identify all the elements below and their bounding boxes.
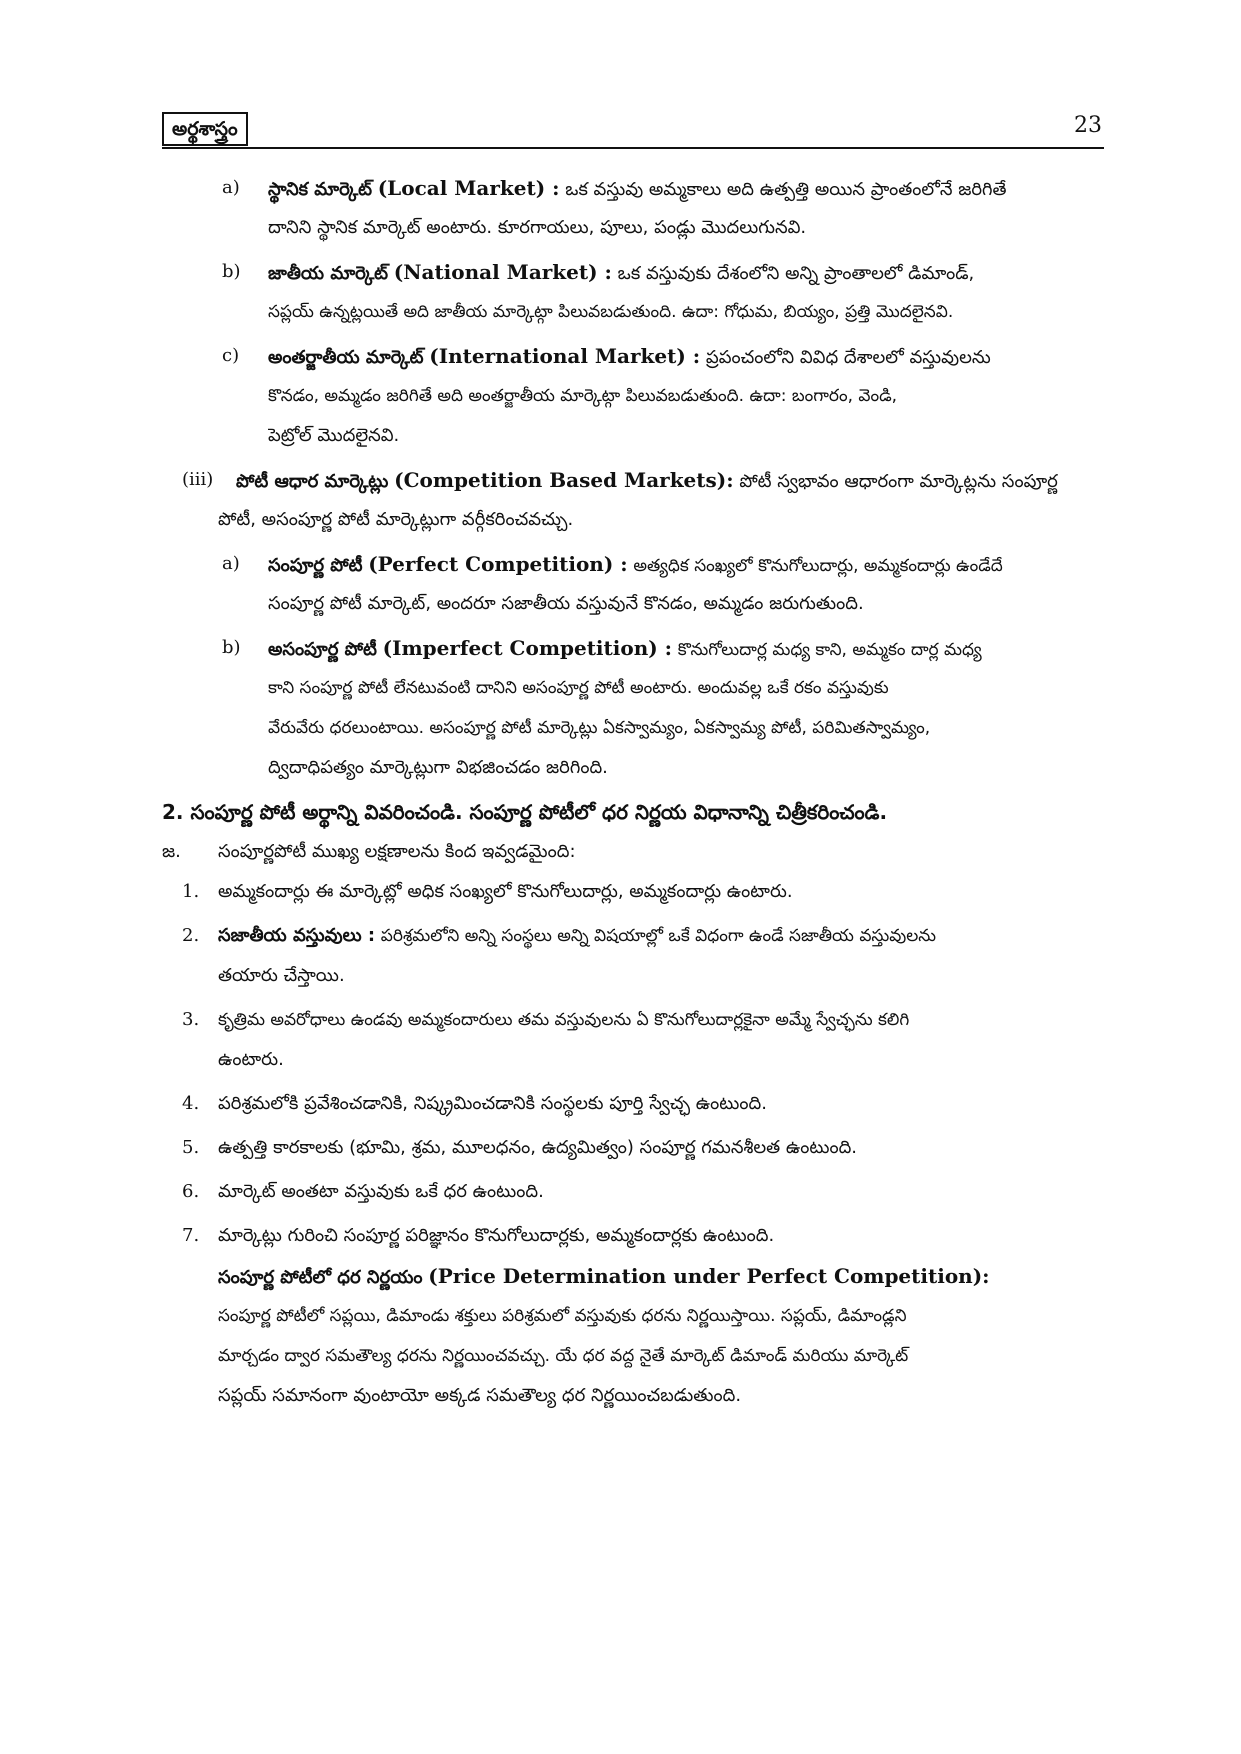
national-market-item [162,252,1104,332]
national-market-text: ఒక వస్తువుకు దేశంలోని అన్ని ప్రాంతాలలో డిమాండ్, [617,263,975,284]
list-item [162,1216,1104,1256]
list-item-number: 5. [182,1137,200,1158]
price-determination-line-3: సప్లయ్ సమానంగా వుంటాయో అక్కడ సమతౌల్య ధర నిర్ణయించబడుతుంది. [218,1385,742,1406]
list-item-number: 7. [182,1225,200,1246]
list-item-text: కృత్రిమ అవరోధాలు ఉండవు అమ్మకందారులు తమ వస్తువులను ఏ కొనుగోలుదార్లకైనా అమ్మే స్వేచ్ఛను కలిగి [218,1010,910,1030]
national-market-line-1 [268,252,1104,292]
list-item-number: 3. [182,1009,200,1030]
perfect-competition-term-en: (Perfect Competition) : [368,552,628,576]
competition-markets-line-2: పోటీ, అసంపూర్ణ పోటీ మార్కెట్లుగా వర్గీకరించవచ్చు. [218,509,574,530]
item-label: b) [222,637,241,658]
answer-label: జ. [162,841,181,862]
perfect-competition-item [162,544,1104,624]
item-label: (iii) [182,469,214,490]
international-market-line-2: కొనడం, అమ్మడం జరిగితే అది అంతర్జాతీయ మార్కెట్గా పిలువబడుతుంది. ఉదా: బంగారం, వెండి, [268,386,898,406]
national-market-term: జాతీయ మార్కెట్ [268,263,388,284]
international-market-term: అంతర్జాతీయ మార్కెట్ [268,347,424,368]
imperfect-competition-text: కొనుగోలుదార్ల మధ్య కాని, అమ్మకం దార్ల మధ్య [677,640,982,660]
national-market-term-en: (National Market) : [393,260,612,284]
imperfect-competition-term-en: (Imperfect Competition) : [382,636,673,660]
question-text: 2. సంపూర్ణ పోటీ అర్థాన్ని వివరించండి. సంపూర్ణ పోటీలో ధర నిర్ణయ విధానాన్ని చిత్రీకరించండి. [162,800,888,824]
list-item [162,916,1104,996]
local-market-term-en: (Local Market) : [377,176,560,200]
international-market-term-en: (International Market) : [429,344,701,368]
imperfect-competition-line-1 [268,628,1104,668]
list-item-number: 2. [182,925,200,946]
list-item [162,1172,1104,1212]
local-market-line-1 [268,168,1104,208]
list-item-text: మార్కెట్లు గురించి సంపూర్ణ పరిజ్ఞానం కొనుగోలుదార్లకు, అమ్మకందార్లకు ఉంటుంది. [218,1225,775,1246]
list-item-text: మార్కెట్ అంతటా వస్తువుకు ఒకే ధర ఉంటుంది. [218,1181,544,1202]
question-heading [162,792,1104,832]
page-number: 23 [1074,113,1102,138]
homogeneous-goods-term: సజాతీయ వస్తువులు : [218,925,376,946]
price-determination-section [162,1256,1104,1416]
price-determination-line-2: మార్చడం ద్వార సమతౌల్య ధరను నిర్ణయించవచ్చు. యే ధర వద్ద నైతే మార్కెట్ డిమాండ్ మరియు మార్కెట్ [218,1346,909,1366]
price-determination-term-en: (Price Determination under Perfect Competition): [428,1264,990,1288]
list-item-text: అమ్మకందార్లు ఈ మార్కెట్లో అధిక సంఖ్యలో కొనుగోలుదార్లు, అమ్మకందార్లు ఉంటారు. [218,881,793,902]
list-item [162,1084,1104,1124]
international-market-text: ప్రపంచంలోని వివిధ దేశాలలో వస్తువులను [705,347,991,368]
price-determination-line-1: సంపూర్ణ పోటీలో సప్లయి, డిమాండు శక్తులు పరిశ్రమలో వస్తువుకు ధరను నిర్ణయిస్తాయి. సప్లయ్, డిమాండ్లని [218,1306,907,1326]
item-label: c) [222,345,240,366]
competition-markets-item [162,460,1104,540]
list-item-text [218,916,1104,956]
competition-markets-term: పోటీ ఆధార మార్కెట్లు [236,471,389,492]
item-label: a) [222,553,240,574]
list-item-text-2: తయారు చేస్తాయి. [218,965,345,986]
local-market-item [162,168,1104,248]
perfect-competition-line-2: సంపూర్ణ పోటీ మార్కెట్, అందరూ సజాతీయ వస్తువునే కొనడం, అమ్మడం జరుగుతుంది. [268,593,864,614]
national-market-line-2: సప్లయ్ ఉన్నట్లయితే అది జాతీయ మార్కెట్గా పిలువబడుతుంది. ఉదా: గోధుమ, బియ్యం, ప్రత్తి మొదలైనవి. [268,302,954,322]
answer-intro [162,832,1104,872]
price-determination-heading [218,1256,1104,1296]
page-content [162,168,1104,1416]
list-item-text-2: ఉంటారు. [218,1049,284,1070]
imperfect-competition-line-3: వేరువేరు ధరలుంటాయి. అసంపూర్ణ పోటీ మార్కెట్లు ఏకస్వామ్యం, ఏకస్వామ్య పోటీ, పరిమితస్వామ్యం, [268,718,931,738]
list-item [162,1000,1104,1080]
page-header [162,112,1104,148]
imperfect-competition-item [162,628,1104,788]
list-item-number: 6. [182,1181,200,1202]
perfect-competition-line-1 [268,544,1104,584]
price-determination-term: సంపూర్ణ పోటీలో ధర నిర్ణయం [218,1267,423,1288]
subject-label: అర్థశాస్త్రం [162,112,248,146]
list-item [162,1128,1104,1168]
international-market-item [162,336,1104,456]
competition-markets-text: పోటీ స్వభావం ఆధారంగా మార్కెట్లను సంపూర్ణ [739,471,1058,492]
imperfect-competition-term: అసంపూర్ణ పోటీ [268,639,377,660]
list-item-number: 1. [182,881,200,902]
international-market-line-3: పెట్రోల్ మొదలైనవి. [268,425,400,446]
competition-markets-line-1 [218,460,1104,500]
list-item [162,872,1104,912]
international-market-line-1 [268,336,1104,376]
perfect-competition-text: అత్యధిక సంఖ్యలో కొనుగోలుదార్లు, అమ్మకందార్లు ఉండేదే [633,556,1003,576]
header-rule [162,147,1104,149]
list-item-text: పరిశ్రమలోకి ప్రవేశించడానికి, నిష్క్రమించడానికి సంస్థలకు పూర్తి స్వేచ్ఛ ఉంటుంది. [218,1093,767,1114]
answer-intro-text: సంపూర్ణపోటీ ముఖ్య లక్షణాలను కింద ఇవ్వడమైంది: [218,841,576,862]
list-item-text: ఉత్పత్తి కారకాలకు (భూమి, శ్రమ, మూలధనం, ఉద్యమిత్వం) సంపూర్ణ గమనశీలత ఉంటుంది. [218,1137,858,1158]
list-item-number: 4. [182,1093,200,1114]
local-market-line-2: దానిని స్థానిక మార్కెట్ అంటారు. కూరగాయలు, పూలు, పండ్లు మొదలుగునవి. [268,217,807,238]
item-label: a) [222,177,240,198]
homogeneous-goods-text: పరిశ్రమలోని అన్ని సంస్థలు అన్ని విషయాల్లో ఒకే విధంగా ఉండే సజాతీయ వస్తువులను [380,926,937,946]
local-market-text: ఒక వస్తువు అమ్మకాలు అది ఉత్పత్తి అయిన ప్రాంతంలోనే జరిగితే [565,179,1007,200]
imperfect-competition-line-4: ద్విదాధిపత్యం మార్కెట్లుగా విభజించడం జరిగింది. [268,757,608,778]
perfect-competition-term: సంపూర్ణ పోటీ [268,555,363,576]
item-label: b) [222,261,241,282]
local-market-term: స్థానిక మార్కెట్ [268,179,372,200]
imperfect-competition-line-2: కాని సంపూర్ణ పోటీ లేనటువంటి దానిని అసంపూర్ణ పోటీ అంటారు. అందువల్ల ఒకే రకం వస్తువుకు [268,678,889,698]
competition-markets-term-en: (Competition Based Markets): [394,468,734,492]
